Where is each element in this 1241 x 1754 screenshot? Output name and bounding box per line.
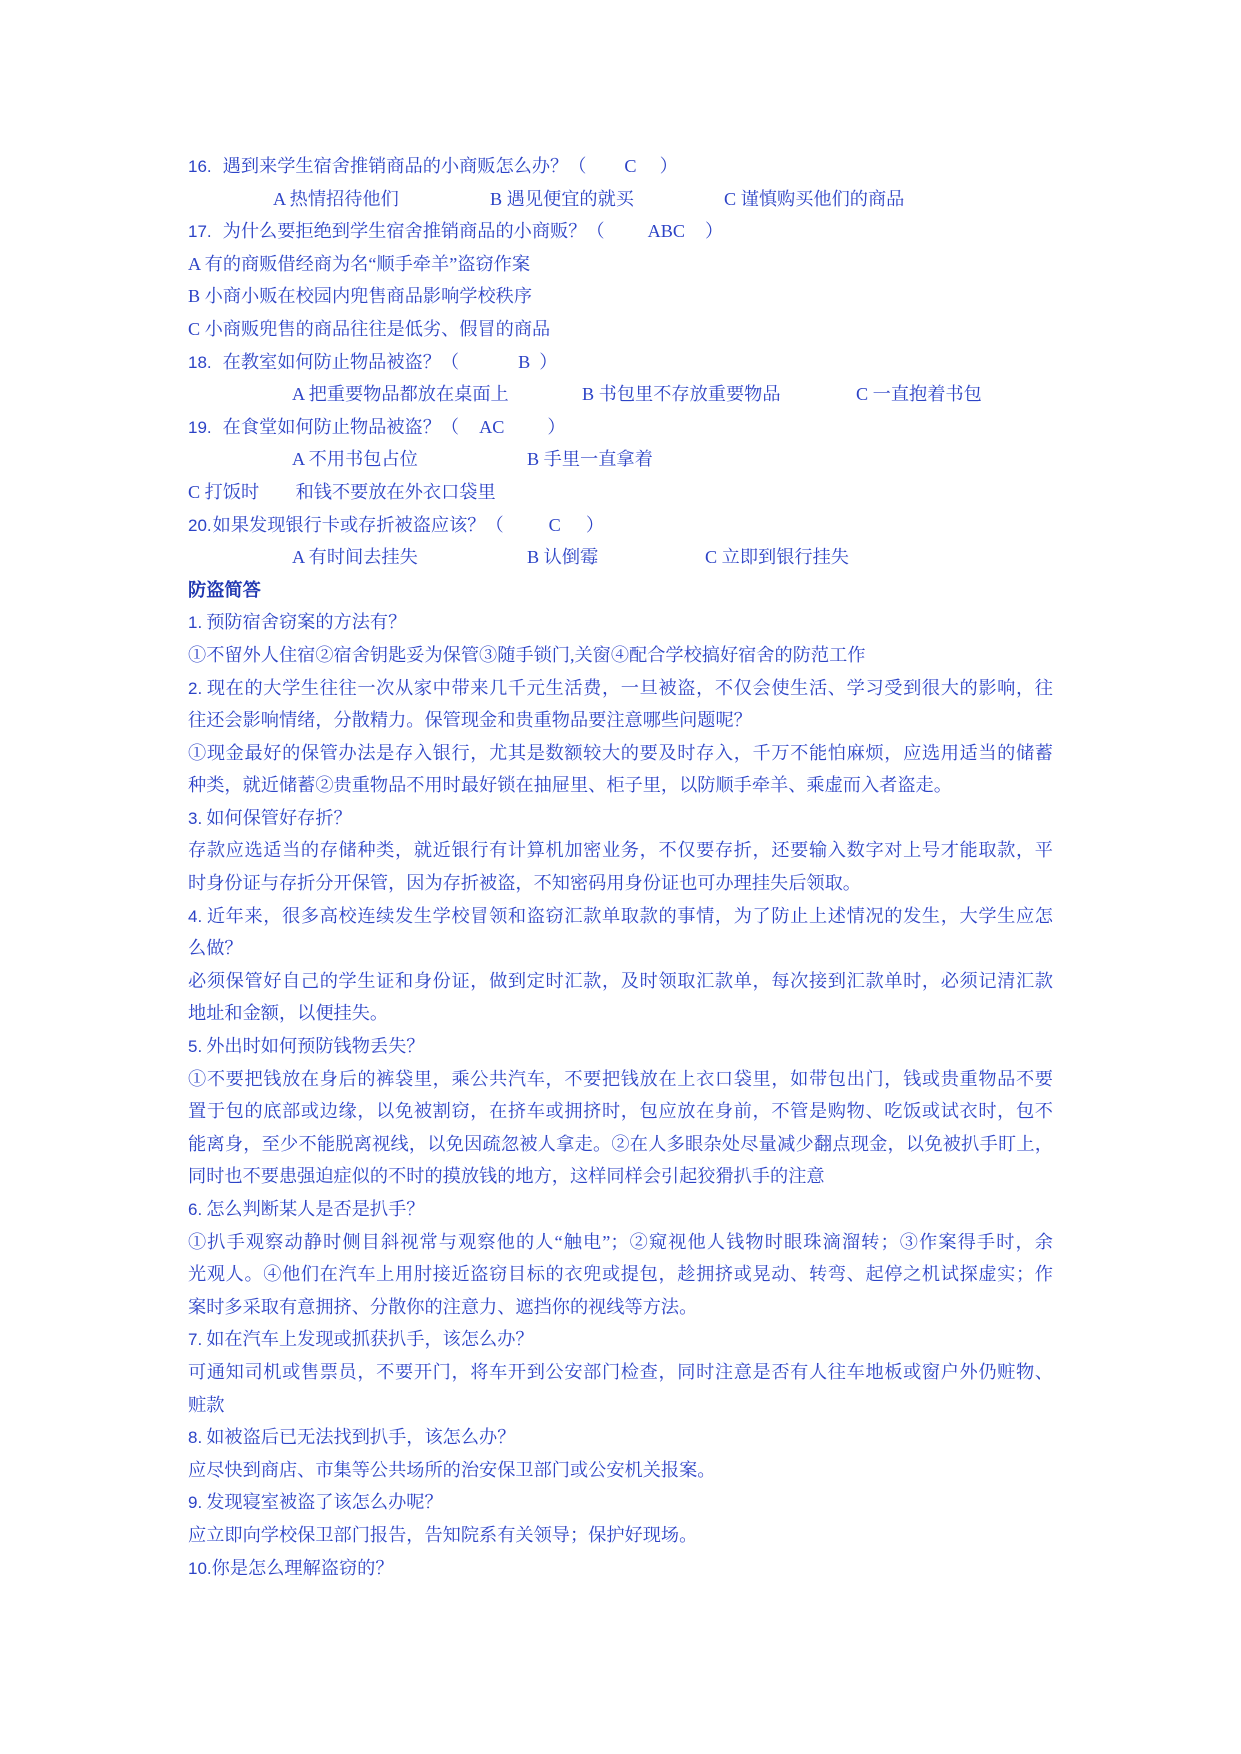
qa-answer-line: 光观人。④他们在汽车上用肘接近盗窃目标的衣兜或提包，趁拥挤或晃动、转弯、起停之机试探虚实；作 — [188, 1264, 1053, 1285]
qa-answer-line: 置于包的底部或边缘，以免被割窃，在挤车或拥挤时，包应放在身前，不管是购物、吃饭或试衣时，包不 — [188, 1101, 1053, 1122]
qa-answer-line: 能离身，至少不能脱离视线，以免因疏忽被人拿走。②在人多眼杂处尽量减少翻点现金，以免被扒手盯上， — [188, 1133, 1053, 1154]
option-c: C 一直抱着书包 — [856, 384, 982, 405]
question-19 — [188, 411, 1053, 444]
option-b: B 遇见便宜的就买 — [490, 188, 634, 209]
option-c: C 谨慎购买他们的商品 — [724, 188, 905, 209]
question-number: 2. — [188, 678, 203, 698]
answer-value: B — [518, 351, 531, 372]
option-b: B 手里一直拿着 — [527, 449, 653, 470]
question-20 — [188, 509, 1053, 542]
qa-question-5 — [188, 1030, 1053, 1063]
question-text: 在食堂如何防止物品被盗？ — [222, 416, 441, 437]
paren-close: ） — [585, 514, 605, 535]
option-c: C 立即到银行挂失 — [705, 547, 849, 568]
question-number: 5. — [188, 1037, 203, 1057]
answer-blank — [568, 156, 678, 176]
qa-question-2 — [188, 672, 1053, 705]
option-a: A 热情招待他们 — [273, 188, 399, 209]
qa-answer-line: 应立即向学校保卫部门报告，告知院系有关领导；保护好现场。 — [188, 1524, 698, 1545]
question-number: 3. — [188, 808, 203, 828]
qa-answer-line: ①扒手观察动静时侧目斜视常与观察他的人“触电”；②窥视他人钱物时眼珠滴溜转；③作案得手时，余 — [188, 1231, 1053, 1252]
option-b: B 认倒霉 — [527, 547, 599, 568]
question-number: 10. — [188, 1558, 212, 1578]
answer-blank — [485, 515, 604, 535]
question-number: 19. — [188, 417, 212, 437]
question-number: 7. — [188, 1330, 203, 1350]
qa-answer-line: 赃款 — [188, 1394, 225, 1415]
question-text: 外出时如何预防钱物丢失？ — [206, 1036, 425, 1057]
qa-answer-line: ①现金最好的保管办法是存入银行，尤其是数额较大的要及时存入，千万不能怕麻烦，应选用适当的储蓄 — [188, 742, 1053, 763]
qa-answer-line: 时身份证与存折分开保管，因为存折被盗，不知密码用身份证也可办理挂失后领取。 — [188, 873, 861, 894]
question-text: 为什么要拒绝到学生宿舍推销商品的小商贩？ — [222, 221, 587, 242]
question-number: 6. — [188, 1200, 203, 1219]
answer-value: ABC — [647, 221, 686, 242]
qa-question-line: 么做？ — [188, 938, 243, 959]
question-text: 如在汽车上发现或抓获扒手，该怎么办？ — [206, 1329, 534, 1350]
qa-question-10 — [188, 1552, 1053, 1585]
option-c: C 小商贩兜售的商品往往是低劣、假冒的商品 — [188, 318, 551, 339]
answer-blank — [441, 352, 558, 372]
qa-question-8 — [188, 1421, 1053, 1454]
answer-value: C — [624, 156, 637, 176]
qa-question-4 — [188, 900, 1053, 933]
answer-value: AC — [479, 416, 505, 437]
options-row-16 — [188, 183, 1053, 216]
question-number: 17. — [188, 222, 212, 242]
question-text: 在教室如何防止物品被盗？ — [222, 351, 441, 372]
question-number: 4. — [188, 906, 203, 926]
question-number: 20. — [188, 515, 212, 535]
question-text: 近年来，很多高校连续发生学校冒领和盗窃汇款单取款的事情，为了防止上述情况的发生，大学生应怎 — [206, 905, 1053, 926]
paren-close: ） — [539, 351, 558, 372]
question-number: 18. — [188, 352, 212, 372]
answer-blank — [586, 221, 723, 241]
question-number: 9. — [188, 1493, 203, 1513]
question-18 — [188, 346, 1053, 379]
answer-value: C — [548, 514, 561, 535]
question-text: 现在的大学生往往一次从家中带来几千元生活费，一旦被盗，不仅会使生活、学习受到很大的影响，往 — [206, 677, 1053, 698]
question-text: 怎么判断某人是否是扒手？ — [206, 1199, 425, 1219]
qa-question-1 — [188, 606, 1053, 639]
qa-answer-line: 地址和金额，以便挂失。 — [188, 1003, 389, 1024]
option-c: C 打饭时 和钱不要放在外衣口袋里 — [188, 481, 496, 502]
qa-question-line: 往还会影响情绪，分散精力。保管现金和贵重物品要注意哪些问题呢？ — [188, 710, 752, 731]
qa-answer-line: 必须保管好自己的学生证和身份证，做到定时汇款，及时领取汇款单，每次接到汇款单时，必须记清汇款 — [188, 970, 1053, 991]
paren-close: ） — [547, 416, 566, 437]
document-body — [188, 150, 1053, 1584]
option-a: A 不用书包占位 — [292, 449, 418, 470]
paren-open: （ — [485, 514, 504, 535]
paren-open: （ — [568, 156, 587, 176]
answer-blank — [441, 417, 566, 437]
qa-answer-line: ①不留外人住宿②宿舍钥匙妥为保管③随手锁门,关窗④配合学校搞好宿舍的防范工作 — [188, 644, 866, 665]
option-a: A 有的商贩借经商为名“顺手牵羊”盗窃作案 — [188, 253, 531, 274]
qa-question-6 — [188, 1193, 1053, 1226]
question-number: 16. — [188, 157, 212, 176]
options-row-18 — [188, 378, 1053, 411]
question-number: 8. — [188, 1428, 203, 1448]
question-text: 如被盗后已无法找到扒手，该怎么办？ — [206, 1427, 516, 1448]
qa-answer-line: ①不要把钱放在身后的裤袋里，乘公共汽车，不要把钱放在上衣口袋里，如带包出门，钱或贵重物品不要 — [188, 1068, 1053, 1089]
qa-answer-line: 案时多采取有意拥挤、分散你的注意力、遮挡你的视线等方法。 — [188, 1296, 698, 1317]
question-text: 预防宿舍窃案的方法有？ — [206, 612, 407, 633]
paren-open: （ — [586, 221, 605, 242]
option-a: A 有时间去挂失 — [292, 547, 418, 568]
section-title: 防盗简答 — [188, 579, 261, 600]
qa-answer-line: 存款应选适当的存储种类，就近银行有计算机加密业务，不仅要存折，还要输入数字对上号才能取款，平 — [188, 840, 1053, 861]
qa-question-7 — [188, 1323, 1053, 1356]
qa-answer-line: 同时也不要患强迫症似的不时的摸放钱的地方，这样同样会引起狡猾扒手的注意 — [188, 1166, 825, 1187]
qa-answer-line: 可通知司机或售票员，不要开门，将车开到公安部门检查，同时注意是否有人往车地板或窗户外仍赃物、 — [188, 1361, 1053, 1382]
paren-open: （ — [440, 351, 460, 372]
options-row-20 — [188, 541, 1053, 574]
question-17 — [188, 215, 1053, 248]
question-text: 发现寝室被盗了该怎么办呢？ — [206, 1492, 443, 1513]
qa-answer-line: 应尽快到商店、市集等公共场所的治安保卫部门或公安机关报案。 — [188, 1459, 716, 1480]
qa-answer-line: 种类，就近储蓄②贵重物品不用时最好锁在抽屉里、柜子里，以防顺手牵羊、乘虚而入者盗走。 — [188, 775, 952, 796]
qa-question-3 — [188, 802, 1053, 835]
question-number: 1. — [188, 613, 203, 633]
option-b: B 书包里不存放重要物品 — [582, 384, 781, 405]
qa-question-9 — [188, 1486, 1053, 1519]
paren-close: ） — [705, 221, 724, 242]
question-16 — [188, 150, 1053, 183]
paren-close: ） — [659, 156, 678, 176]
options-row-19 — [188, 443, 1053, 476]
option-b: B 小商小贩在校园内兜售商品影响学校秩序 — [188, 286, 533, 307]
question-text: 如何保管好存折？ — [206, 807, 352, 828]
option-a: A 把重要物品都放在桌面上 — [292, 384, 509, 405]
question-text: 你是怎么理解盗窃的？ — [211, 1557, 394, 1578]
question-text: 如果发现银行卡或存折被盗应该？ — [212, 514, 486, 535]
paren-open: （ — [440, 416, 460, 437]
question-text: 遇到来学生宿舍推销商品的小商贩怎么办？ — [222, 156, 569, 176]
